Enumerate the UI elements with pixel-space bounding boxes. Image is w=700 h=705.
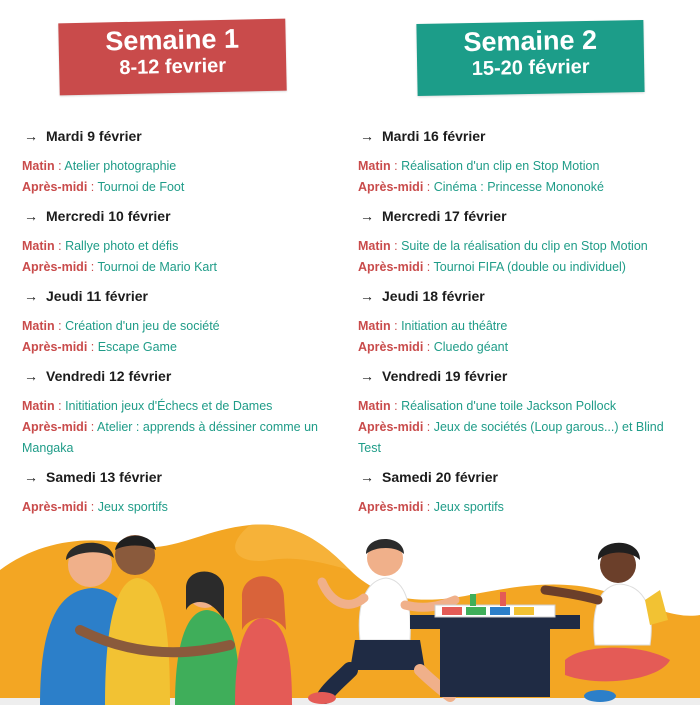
- activity-period-label: Matin: [358, 319, 391, 333]
- day-spacer: [22, 459, 342, 463]
- activity-line: [358, 417, 688, 459]
- activity-period-label: Après-midi: [358, 340, 424, 354]
- day-spacer: [358, 278, 688, 282]
- arrow-right-icon: →: [360, 288, 374, 304]
- activity-line: [22, 396, 342, 417]
- activity-period-label: Après-midi: [358, 420, 424, 434]
- label-separator: :: [423, 340, 434, 354]
- day-name: Jeudi 11 février: [46, 288, 148, 304]
- day-heading: [358, 206, 688, 226]
- label-separator: :: [54, 399, 66, 413]
- activity-text: Atelier : apprends à déssiner comme un Mangaka: [22, 420, 318, 455]
- activity-period-label: Matin: [22, 319, 55, 333]
- day-spacer: [22, 198, 342, 202]
- day-name: Mercredi 10 février: [46, 208, 171, 224]
- label-separator: :: [390, 319, 402, 333]
- arrow-right-icon: →: [360, 208, 374, 224]
- activity-line: [358, 156, 688, 177]
- activity-period-label: Matin: [358, 239, 391, 253]
- label-separator: :: [423, 420, 434, 434]
- activity-period-label: Après-midi: [22, 340, 88, 354]
- activity-line: [358, 396, 688, 417]
- activity-text: Atelier photographie: [64, 159, 177, 173]
- day-heading: [22, 126, 342, 146]
- activity-text: Rallye photo et défis: [65, 239, 179, 253]
- activity-text: Réalisation d'une toile Jackson Pollock: [401, 399, 617, 413]
- arrow-right-icon: →: [24, 368, 38, 384]
- label-separator: :: [87, 260, 98, 274]
- activity-line: [22, 316, 342, 337]
- day-spacer: [22, 278, 342, 282]
- activity-period-label: Matin: [22, 399, 55, 413]
- arrow-right-icon: →: [360, 469, 374, 485]
- day-block: [358, 286, 688, 362]
- day-name: Mardi 9 février: [46, 128, 142, 144]
- activity-text: Escape Game: [97, 340, 177, 354]
- day-name: Vendredi 19 février: [382, 368, 508, 384]
- label-separator: :: [390, 159, 402, 173]
- day-name: Samedi 13 février: [46, 469, 162, 485]
- day-spacer: [358, 459, 688, 463]
- day-name: Samedi 20 février: [382, 469, 498, 485]
- arrow-right-icon: →: [24, 469, 38, 485]
- activity-text: Jeux sportifs: [433, 500, 504, 514]
- arrow-right-icon: →: [360, 368, 374, 384]
- label-separator: :: [423, 260, 434, 274]
- day-block: [22, 286, 342, 362]
- day-name: Jeudi 18 février: [382, 288, 485, 304]
- day-heading: [22, 286, 342, 306]
- label-separator: :: [87, 420, 98, 434]
- activity-line: [358, 177, 688, 198]
- label-separator: :: [87, 500, 98, 514]
- activity-line: [22, 337, 342, 358]
- day-block: [358, 206, 688, 282]
- activity-period-label: Après-midi: [22, 500, 88, 514]
- activity-line: [22, 257, 342, 278]
- activity-line: [22, 417, 342, 459]
- activity-period-label: Après-midi: [22, 180, 88, 194]
- label-separator: :: [423, 180, 434, 194]
- day-block: [358, 366, 688, 463]
- day-block: [22, 126, 342, 202]
- activity-text: Cinéma : Princesse Mononoké: [433, 180, 604, 194]
- day-block: [358, 126, 688, 202]
- label-separator: :: [54, 319, 66, 333]
- activity-line: [358, 337, 688, 358]
- activity-line: [22, 156, 342, 177]
- activity-line: [358, 236, 688, 257]
- day-heading: [358, 467, 688, 487]
- activity-period-label: Après-midi: [22, 420, 88, 434]
- activity-period-label: Matin: [22, 239, 55, 253]
- day-block: [22, 206, 342, 282]
- label-separator: :: [423, 500, 434, 514]
- day-heading: [22, 366, 342, 386]
- activity-line: [22, 177, 342, 198]
- activity-text: Création d'un jeu de société: [65, 319, 220, 333]
- day-heading: [358, 286, 688, 306]
- activity-text: Inititiation jeux d'Échecs et de Dames: [65, 399, 273, 413]
- activity-text: Tournoi de Mario Kart: [97, 260, 218, 274]
- activity-period-label: Matin: [22, 159, 55, 173]
- label-separator: :: [54, 159, 65, 173]
- activity-period-label: Matin: [358, 159, 391, 173]
- activity-text: Jeux de sociétés (Loup garous...) et Blind Test: [358, 420, 664, 455]
- arrow-right-icon: →: [360, 128, 374, 144]
- day-heading: [22, 467, 342, 487]
- activity-period-label: Après-midi: [358, 500, 424, 514]
- activity-line: [358, 316, 688, 337]
- activity-period-label: Après-midi: [22, 260, 88, 274]
- day-name: Vendredi 12 février: [46, 368, 172, 384]
- label-separator: :: [87, 340, 98, 354]
- day-heading: [358, 126, 688, 146]
- day-name: Mercredi 17 février: [382, 208, 507, 224]
- day-spacer: [358, 358, 688, 362]
- activity-period-label: Matin: [358, 399, 391, 413]
- label-separator: :: [390, 399, 402, 413]
- day-spacer: [358, 198, 688, 202]
- activity-line: [22, 236, 342, 257]
- week2-title: Semaine 2: [463, 24, 598, 58]
- activity-text: Jeux sportifs: [97, 500, 168, 514]
- activity-text: Suite de la réalisation du clip en Stop Motion: [401, 239, 648, 253]
- day-block: [22, 366, 342, 463]
- label-separator: :: [87, 180, 98, 194]
- activity-text: Initiation au théâtre: [401, 319, 508, 333]
- label-separator: :: [54, 239, 66, 253]
- day-heading: [358, 366, 688, 386]
- day-spacer: [22, 358, 342, 362]
- activity-period-label: Après-midi: [358, 180, 424, 194]
- arrow-right-icon: →: [24, 128, 38, 144]
- arrow-right-icon: →: [24, 208, 38, 224]
- kids-playing-board-game-illustration: [0, 510, 700, 705]
- activity-text: Tournoi FIFA (double ou individuel): [433, 260, 626, 274]
- activity-period-label: Après-midi: [358, 260, 424, 274]
- day-heading: [22, 206, 342, 226]
- label-separator: :: [390, 239, 402, 253]
- week1-dates: 8-12 fevrier: [119, 54, 227, 80]
- week2-dates: 15-20 février: [471, 55, 590, 81]
- week2-schedule: [358, 122, 688, 522]
- activity-line: [358, 257, 688, 278]
- activity-text: Cluedo géant: [433, 340, 509, 354]
- activity-text: Réalisation d'un clip en Stop Motion: [401, 159, 600, 173]
- day-name: Mardi 16 février: [382, 128, 486, 144]
- activity-text: Tournoi de Foot: [97, 180, 185, 194]
- week1-title: Semaine 1: [105, 23, 240, 57]
- week1-banner: [58, 19, 286, 96]
- week1-schedule: [22, 122, 342, 522]
- arrow-right-icon: →: [24, 288, 38, 304]
- week2-banner: [416, 20, 644, 96]
